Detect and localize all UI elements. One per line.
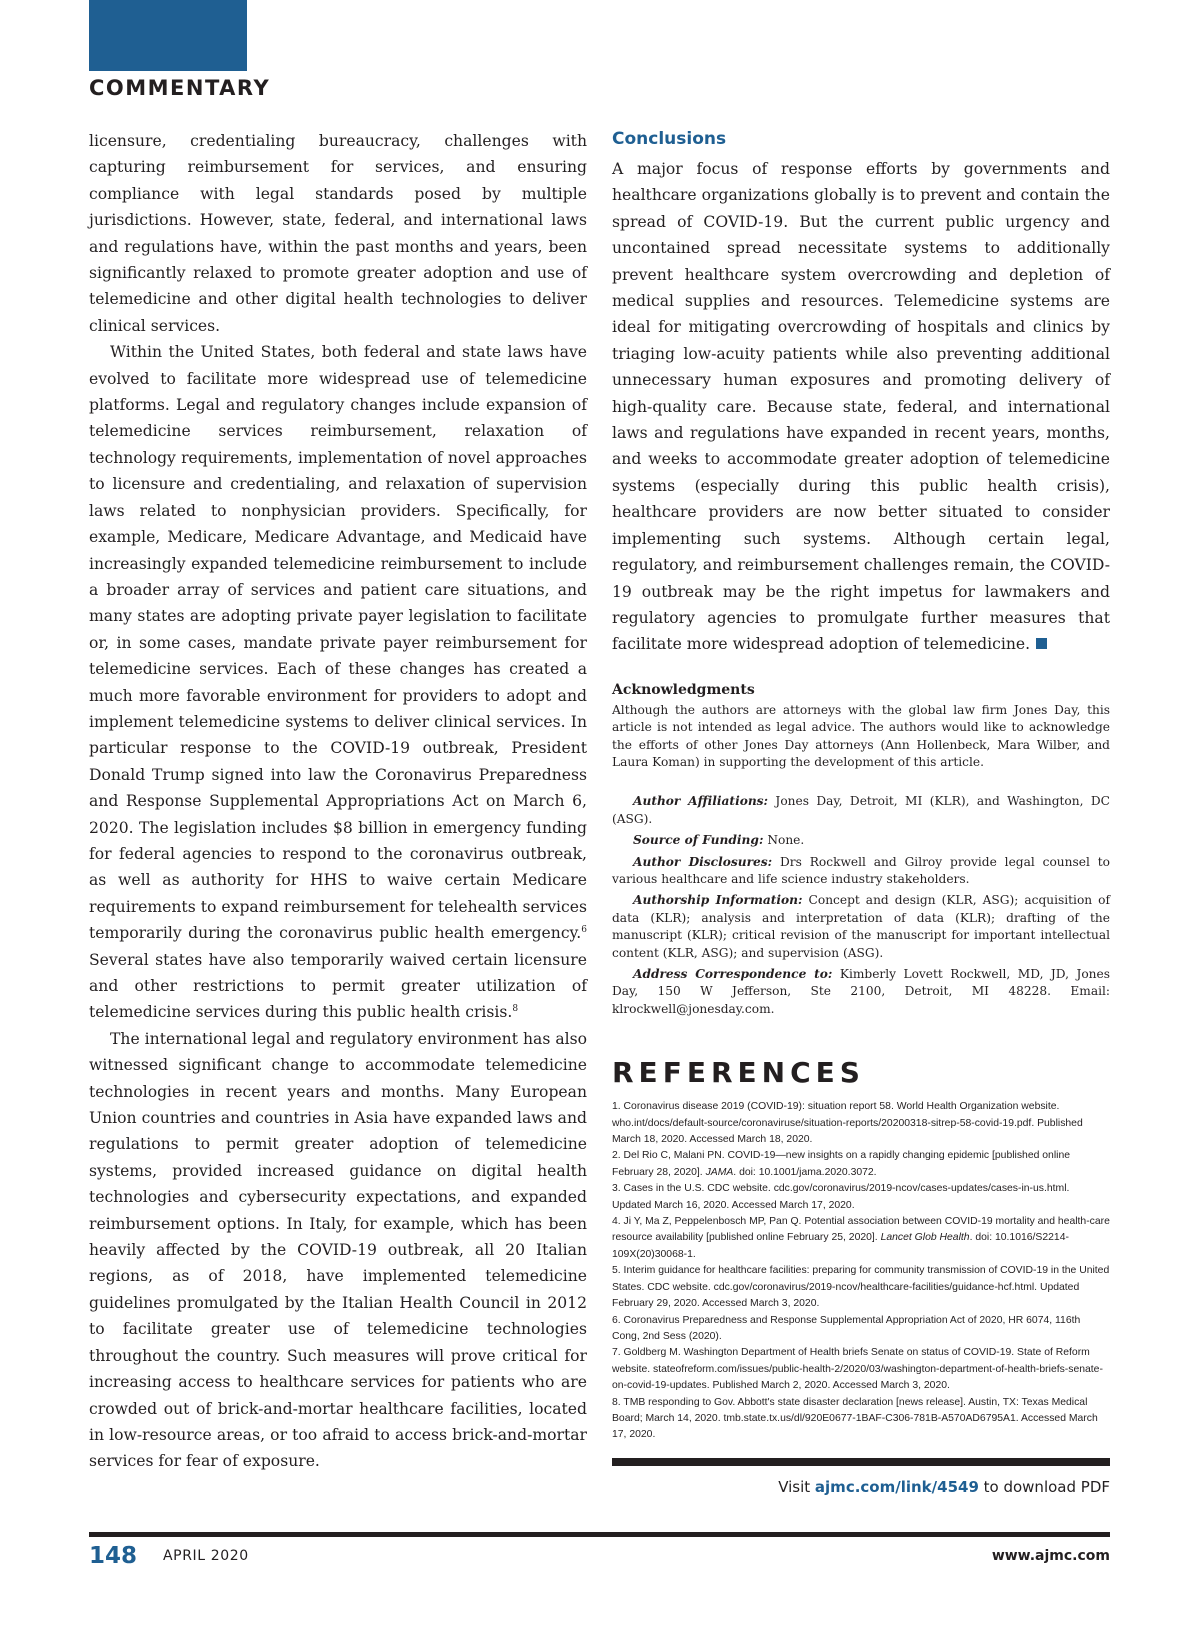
author-info-label: Address Correspondence to:: [633, 967, 833, 981]
reference-text-tail: . doi: 10.1001/jama.2020.3072.: [733, 1166, 877, 1178]
reference-text: 7. Goldberg M. Washington Department of Health briefs Senate on status of COVID-19. State of Reform website. stateofreform.com/issues/public-health-2/2020/03/washington-department-of-health-briefs-senate-on-covid-19-updates. Published March 2, 2020. Accessed March 3, 2020.: [612, 1347, 1103, 1392]
reference-text-tail: . doi: 10.1016/S2214-109X(20)30068-1.: [612, 1232, 1069, 1260]
reference-item: [612, 1214, 1110, 1263]
conclusions-body: [612, 156, 1110, 658]
paragraph-2: [89, 339, 587, 1026]
author-info-item: [612, 793, 1110, 828]
conclusions-heading: Conclusions: [612, 129, 727, 149]
page-number: 148: [89, 1543, 138, 1569]
author-info-item: [612, 832, 1110, 849]
references-divider: [612, 1458, 1110, 1466]
citation-8: 8: [512, 1004, 519, 1015]
author-info-item: [612, 892, 1110, 962]
author-info-item: [612, 854, 1110, 889]
author-info-label: Authorship Information:: [633, 893, 803, 908]
issue-date: APRIL 2020: [163, 1548, 249, 1564]
references-list: [612, 1099, 1110, 1444]
author-info-text: None.: [763, 833, 805, 848]
acknowledgments-body: Although the authors are attorneys with the global law firm Jones Day, this article is not intended as legal advice. The authors would like to acknowledge the efforts of other Jones Day attorneys (Ann Hollenbeck, Mara Wilber, and Laura Koman) in supporting the development of this article.: [612, 702, 1110, 769]
reference-item: [612, 1181, 1110, 1214]
author-info-label: Author Affiliations:: [633, 794, 769, 809]
paragraph-2-part-b: Several states have also temporarily waived certain licensure and other restrictions to permit greater utilization of telemedicine services during this public health crisis.: [89, 950, 587, 1022]
citation-6: 6: [581, 925, 587, 935]
author-info-text: Concept and design (KLR, ASG); acquisition of data (KLR); analysis and interpretation of data (KLR); drafting of the manuscript (KLR); critical revision of the manuscript for important intellectual content (KLR, ASG); and supervision (ASG).: [612, 893, 1110, 960]
paragraph-2-part-a: Within the United States, both federal and state laws have evolved to facilitate more widespread use of telemedicine platforms. Legal and regulatory changes include expansion of telemedicine services reimbursement, relaxation of technology requirements, implementation of novel approaches to licensure and credentialing, and relaxation of supervision laws related to nonphysician providers. Specifically, for example, Medicare, Medicare Advantage, and Medicaid have increasingly expanded telemedicine reimbursement to include a broader array of services and patient care situations, and many states are adopting private payer legislation to facilitate or, in some cases, mandate private payer reimbursement for telemedicine services. Each of these changes has created a much more favorable environment for providers to adopt and implement telemedicine systems to deliver clinical services. In particular response to the COVID-19 outbreak, President Donald Trump signed into law the Coronavirus Preparedness and Response Supplemental Appropriations Act on March 6, 2020. The legislation includes $8 billion in emergency funding for federal agencies to respond to the coronavirus outbreak, as well as authority for HHS to waive certain Medicare requirements to expand reimbursement for telehealth services temporarily during the coronavirus public health emergency.: [89, 343, 587, 943]
reference-item: [612, 1395, 1110, 1444]
section-label: COMMENTARY: [89, 76, 271, 100]
reference-text: 2. Del Rio C, Malani PN. COVID-19—new insights on a rapidly changing epidemic [published online February 28, 2020].: [612, 1150, 1070, 1178]
author-info-label: Author Disclosures:: [633, 854, 773, 869]
conclusions-text: A major focus of response efforts by governments and healthcare organizations globally is to prevent and contain the spread of COVID-19. But the current public urgency and uncontained spread necessitate systems to additionally prevent healthcare system overcrowding and depletion of medical supplies and resources. Telemedicine systems are ideal for mitigating overcrowding of hospitals and clinics by triaging low-acuity patients while also preventing additional unnecessary human exposures and promoting delivery of high-quality care. Because state, federal, and international laws and regulations have expanded in recent years, months, and weeks to accommodate greater adoption of telemedicine systems (especially during this public health crisis), healthcare providers are now better situated to consider implementing such systems. Although certain legal, regulatory, and reimbursement challenges remain, the COVID-19 outbreak may be the right impetus for lawmakers and regulatory agencies to promulgate further measures that facilitate more widespread adoption of telemedicine.: [612, 160, 1110, 654]
download-note-post: to download PDF: [978, 1477, 1110, 1496]
reference-item: [612, 1313, 1110, 1346]
acknowledgments-heading: Acknowledgments: [612, 681, 755, 698]
reference-text: 5. Interim guidance for healthcare facilities: preparing for community transmission of COVID-19 in the United States. CDC website. cdc.gov/coronavirus/2019-ncov/healthcare-facilities/guidance-hcf.html. Updated February 29, 2020. Accessed March 3, 2020.: [612, 1265, 1110, 1310]
author-info-text: Jones Day, Detroit, MI (KLR), and Washington, DC (ASG).: [612, 794, 1110, 826]
download-note: [612, 1478, 1110, 1496]
end-mark-icon: [1036, 638, 1047, 649]
paragraph-3: The international legal and regulatory environment has also witnessed significant change to accommodate telemedicine technologies in recent years and months. Many European Union countries and countries in Asia have expanded laws and regulations to permit greater adoption of telemedicine systems, provided increased guidance on digital health technologies and cybersecurity expectations, and expanded reimbursement options. In Italy, for example, which has been heavily affected by the COVID-19 outbreak, all 20 Italian regions, as of 2018, have implemented telemedicine guidelines promulgated by the Italian Health Council in 2012 to facilitate greater use of telemedicine technologies throughout the country. Such measures will prove critical for increasing access to healthcare services for patients who are crowded out of brick-and-mortar healthcare facilities, located in low-resource areas, or too afraid to access brick-and-mortar services for fear of exposure.: [89, 1029, 587, 1471]
reference-item: [612, 1099, 1110, 1148]
paragraph-1: licensure, credentialing bureaucracy, challenges with capturing reimbursement for services, and ensuring compliance with legal standards posed by multiple jurisdictions. However, state, federal, and international laws and regulations have, within the past months and years, been significantly relaxed to promote greater adoption and use of telemedicine and other digital health technologies to deliver clinical services.: [89, 132, 587, 335]
reference-text: 4. Ji Y, Ma Z, Peppelenbosch MP, Pan Q. Potential association between COVID-19 mortality and health-care resource availability [published online February 25, 2020].: [612, 1216, 1110, 1244]
reference-text: 6. Coronavirus Preparedness and Response Supplemental Appropriation Act of 2020, HR 6074, 116th Cong, 2nd Sess (2020).: [612, 1314, 1081, 1342]
reference-item: [612, 1345, 1110, 1394]
left-column: [89, 128, 587, 1475]
reference-journal: JAMA: [705, 1166, 734, 1178]
author-info-text: Kimberly Lovett Rockwell, MD, JD, Jones Day, 150 W Jefferson, Ste 2100, Detroit, MI 48228. Email: klrockwell@jonesday.com.: [612, 967, 1110, 1016]
reference-text: 1. Coronavirus disease 2019 (COVID-19): situation report 58. World Health Organization website. who.int/docs/default-source/coronaviruse/situation-reports/20200318-sitrep-58-covid-19.pdf. Published March 18, 2020. Accessed March 18, 2020.: [612, 1101, 1083, 1146]
reference-text: 8. TMB responding to Gov. Abbott's state disaster declaration [news release]. Austin, TX: Texas Medical Board; March 14, 2020. tmb.state.tx.us/dl/920E0677-1BAF-C306-781B-A570AD6795A1. Accessed March 17, 2020.: [612, 1396, 1098, 1441]
reference-journal: Lancet Glob Health: [880, 1232, 970, 1244]
reference-item: [612, 1148, 1110, 1181]
author-info-text: Drs Rockwell and Gilroy provide legal counsel to various healthcare and life science industry stakeholders.: [612, 854, 1110, 886]
references-heading: REFERENCES: [612, 1056, 865, 1090]
author-info-item: [612, 966, 1110, 1018]
download-note-pre: Visit: [778, 1477, 815, 1496]
author-info-label: Source of Funding:: [633, 833, 764, 848]
author-info: [612, 793, 1110, 1018]
footer-divider: [89, 1532, 1110, 1537]
reference-item: [612, 1263, 1110, 1312]
download-link[interactable]: ajmc.com/link/4549: [814, 1477, 979, 1496]
reference-text: 3. Cases in the U.S. CDC website. cdc.gov/coronavirus/2019-ncov/cases-updates/cases-in-us.html. Updated March 16, 2020. Accessed March 17, 2020.: [612, 1183, 1070, 1211]
header-color-block: [89, 0, 247, 71]
site-url: www.ajmc.com: [991, 1548, 1110, 1564]
right-column: [612, 126, 1110, 1496]
